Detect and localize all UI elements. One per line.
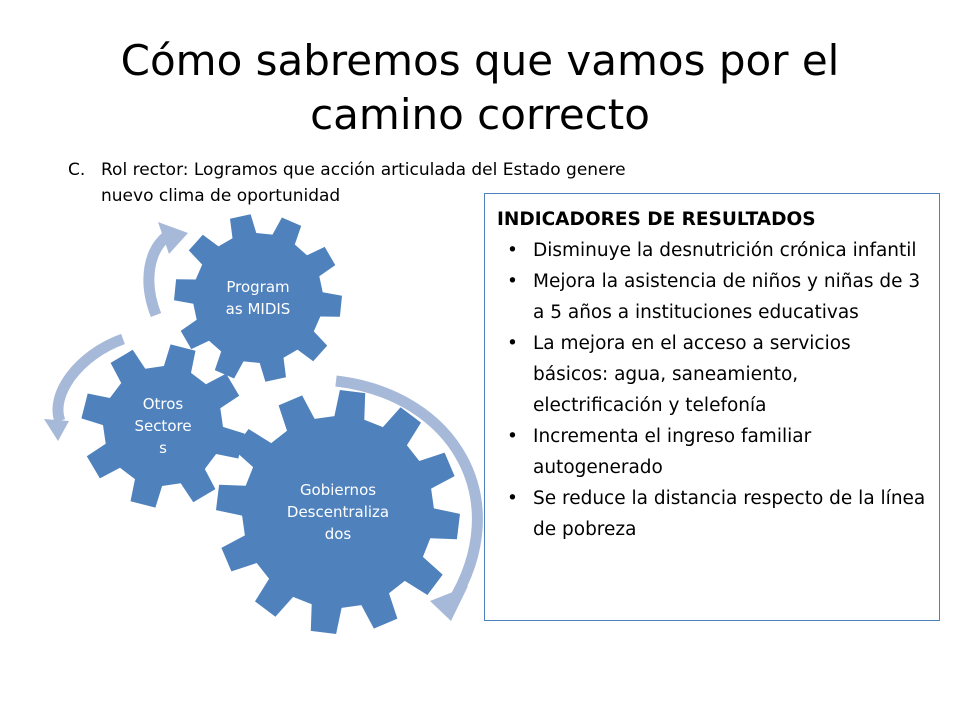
gear-label-line: Otros	[142, 395, 184, 413]
gear-programas-midis	[174, 214, 342, 381]
indicator-item: • La mejora en el acceso a servicios básicos: agua, saneamiento, electrificación y telefonía	[497, 328, 927, 421]
indicators-list	[497, 235, 927, 545]
indicators-box	[484, 193, 940, 621]
arrow-head	[44, 419, 69, 441]
arrow-head	[430, 586, 468, 621]
indicator-item: • Incrementa el ingreso familiar autogenerado	[497, 421, 927, 483]
gear-label-line: Program	[226, 278, 290, 296]
indicator-item: • Disminuye la desnutrición crónica infantil	[497, 235, 927, 266]
gears	[81, 214, 460, 634]
gear-label-line: Gobiernos	[299, 481, 377, 499]
indicators-heading: INDICADORES DE RESULTADOS	[497, 209, 816, 230]
subtitle-text: Rol rector: Logramos que acción articulada del Estado genere nuevo clima de oportunidad	[101, 160, 626, 206]
gear-label-line: dos	[324, 525, 352, 543]
indicator-item: • Mejora la asistencia de niños y niñas de 3 a 5 años a instituciones educativas	[497, 266, 927, 328]
gear-gobiernos-descentralizados	[216, 390, 460, 634]
gear-label-line: s	[159, 439, 167, 457]
gear-shape	[174, 214, 342, 381]
indicator-item: • Se reduce la distancia respecto de la línea de pobreza	[497, 483, 927, 545]
gear-label-line: as MIDIS	[225, 300, 291, 318]
subtitle-marker: C.	[68, 160, 86, 180]
gear-label-line: Sectore	[134, 417, 192, 435]
gear-label-line: Descentraliza	[286, 503, 390, 521]
slide-title: Cómo sabremos que vamos por el camino correcto	[120, 36, 840, 139]
